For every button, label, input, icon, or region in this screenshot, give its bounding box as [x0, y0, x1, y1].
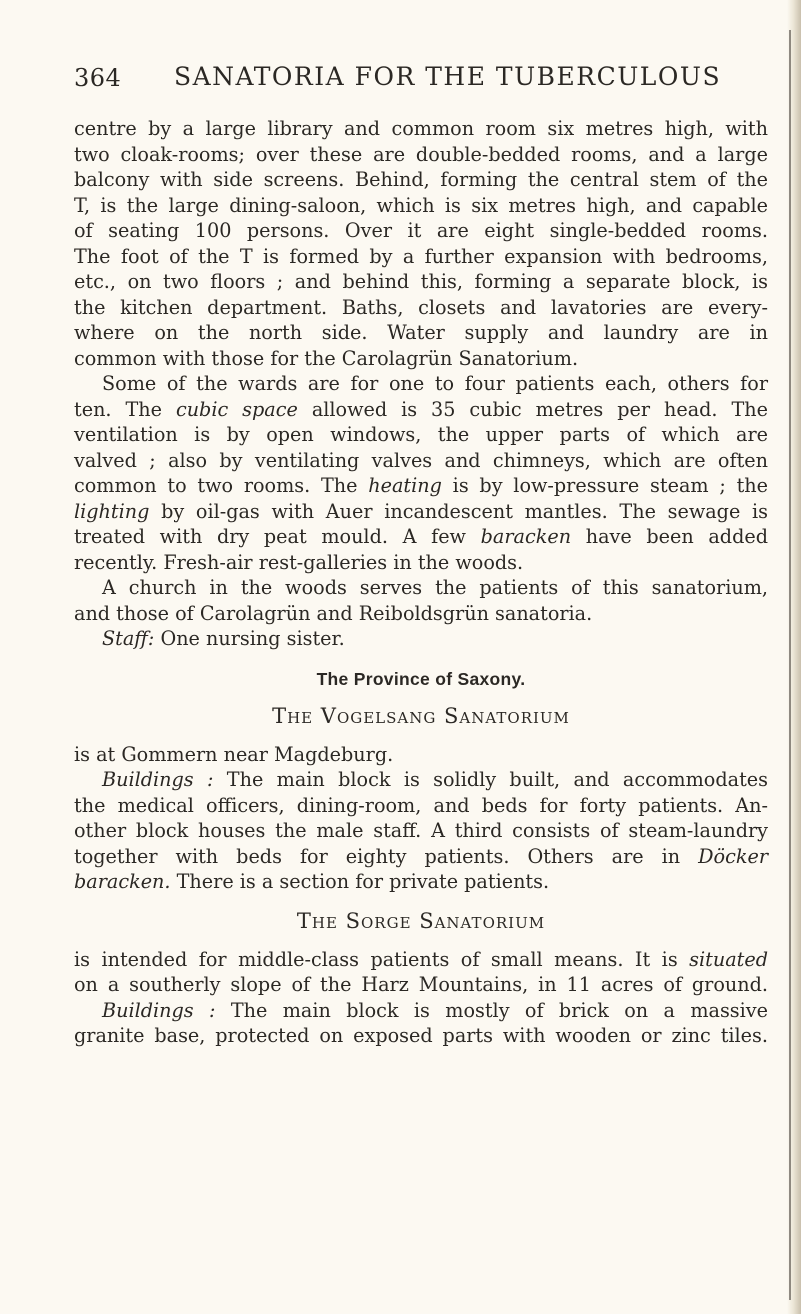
text-line: and those of Carolagrün and Reiboldsgrün sanatoria. — [74, 601, 593, 625]
running-head: SANATORIA FOR THE TUBERCULOUS — [174, 62, 722, 91]
text-line: of seating 100 persons. Over it are eight single-bedded rooms. — [74, 219, 768, 242]
text-line: other block houses the male staff. A third consists of steam-laundry — [74, 819, 768, 842]
text-line: recently. Fresh-air rest-galleries in the woods. — [74, 550, 524, 574]
italic-term: baracken. — [74, 870, 171, 893]
text-line: baracken. There is a section for private patients. — [74, 870, 550, 893]
text-line: two cloak-rooms; over these are double-bedded rooms, and a large — [74, 142, 768, 166]
text-line: common with those for the Carolagrün Sanatorium. — [74, 346, 579, 370]
italic-term: Döcker — [698, 844, 768, 868]
text-line: ten. The cubic space allowed is 35 cubic metres per head. The — [74, 397, 768, 421]
text-line: granite base, protected on exposed parts with wooden or zinc tiles. — [74, 1024, 768, 1047]
paragraph-building-layout — [74, 116, 768, 371]
text-line: etc., on two floors ; and behind this, forming a separate block, is — [74, 270, 768, 293]
italic-term: Buildings : — [102, 768, 214, 791]
italic-term: cubic space — [175, 397, 298, 421]
text-line: Buildings : The main block is mostly of brick on a massive — [102, 998, 768, 1022]
text-line: where on the north side. Water supply and laundry are in — [74, 321, 768, 344]
page-number: 364 — [74, 64, 122, 92]
text-line: The foot of the T is formed by a further expansion with bedrooms, — [74, 244, 768, 268]
text-line: A church in the woods serves the patients of this sanatorium, — [102, 576, 768, 599]
text-line: together with beds for eighty patients. Others are in Döcker — [74, 844, 768, 868]
text-line: common to two rooms. The heating is by low-pressure steam ; the — [74, 474, 769, 497]
section-heading: The Province of Saxony. — [316, 668, 526, 689]
italic-term: baracken — [480, 525, 572, 548]
paragraph-vogelsang — [74, 742, 768, 895]
paragraph-staff — [74, 626, 768, 652]
italic-term: heating — [368, 474, 442, 497]
text-line: Staff: One nursing sister. — [102, 627, 345, 650]
subsection-heading-vogelsang: The Vogelsang Sanatorium — [272, 703, 570, 728]
text-line: Some of the wards are for one to four patients each, others for — [102, 372, 768, 395]
text-line: balcony with side screens. Behind, forming the central stem of the — [74, 168, 768, 191]
text-line: the medical officers, dining-room, and beds for forty patients. An- — [74, 793, 768, 817]
page-body — [74, 116, 768, 1049]
text-line: Buildings : The main block is solidly built, and accommodates — [102, 768, 768, 791]
page-header — [74, 62, 754, 102]
italic-term: situated — [689, 947, 768, 971]
paragraph-sorge — [74, 947, 768, 1049]
text-line: lighting by oil-gas with Auer incandescent mantles. The sewage is — [74, 499, 768, 523]
italic-term: lighting — [74, 499, 150, 523]
text-line: is at Gommern near Magdeburg. — [74, 742, 394, 766]
text-line: treated with dry peat mould. A few baracken have been added — [74, 525, 768, 548]
text-line: the kitchen department. Baths, closets and lavatories are every- — [74, 295, 768, 319]
text-line: is intended for middle-class patients of small means. It is situated — [74, 947, 768, 971]
text-line: T, is the large dining-saloon, which is six metres high, and capable — [74, 193, 768, 217]
subsection-heading-sorge: The Sorge Sanatorium — [296, 908, 546, 933]
paragraph-wards — [74, 371, 768, 575]
page-edge-line — [789, 30, 791, 1300]
text-line: centre by a large library and common room six metres high, with — [74, 117, 768, 140]
text-line: ventilation is by open windows, the upper parts of which are — [74, 423, 768, 446]
text-line: on a southerly slope of the Harz Mountains, in 11 acres of ground. — [74, 973, 768, 996]
paragraph-church — [74, 575, 768, 626]
text-line: valved ; also by ventilating valves and chimneys, which are often — [74, 448, 768, 472]
staff-label: Staff: — [102, 627, 155, 650]
italic-term: Buildings : — [102, 998, 216, 1022]
